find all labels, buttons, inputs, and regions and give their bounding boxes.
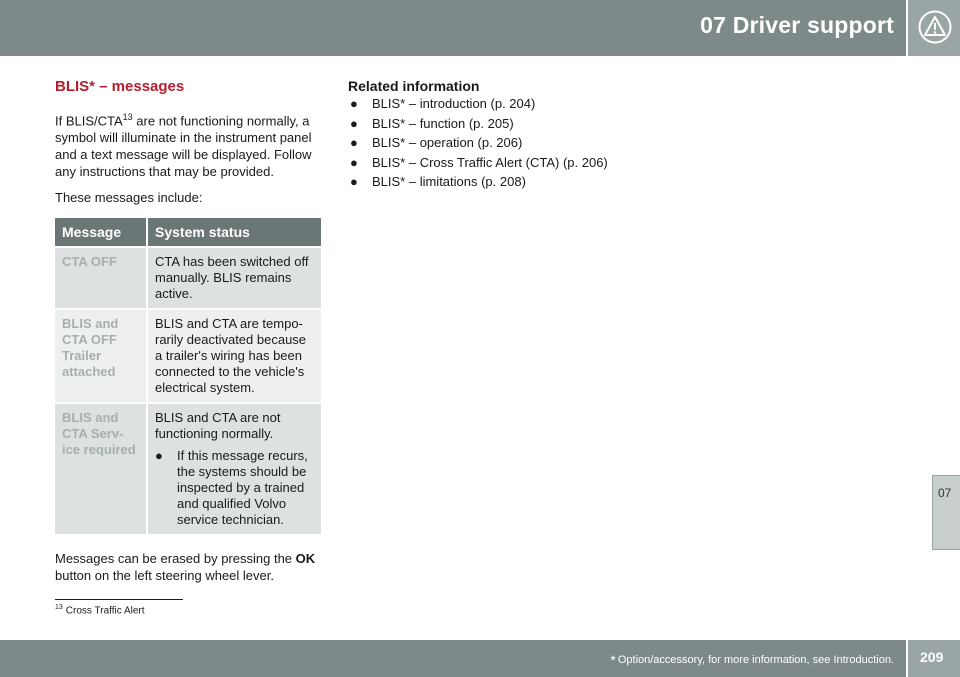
bullet-icon: ● [350, 174, 358, 189]
table-row [55, 404, 321, 534]
column-header-message: Message [55, 218, 148, 246]
chapter-icon-box [906, 0, 960, 56]
intro-text-start: If BLIS/CTA [55, 113, 123, 129]
related-link[interactable] [348, 95, 648, 112]
related-link[interactable] [348, 115, 648, 132]
related-link-text[interactable]: BLIS* – Cross Traffic Alert (CTA) (p. 206) [372, 154, 608, 170]
erase-text-start: Messages can be erased by pressing the [55, 551, 296, 567]
table-row [55, 248, 321, 308]
side-tab-label: 07 [938, 486, 952, 500]
bullet-icon: ● [155, 448, 163, 464]
footnote-divider [55, 599, 183, 600]
ok-button-label: OK [295, 551, 316, 567]
status-text: BLIS and CTA are not functioning normally. [155, 410, 281, 442]
table-header-row [55, 218, 321, 246]
message-cell: BLIS and CTA Serv-ice required [55, 404, 148, 534]
related-link-text[interactable]: BLIS* – limitations (p. 208) [372, 174, 526, 189]
footnote-ref: 13 [122, 112, 133, 122]
message-cell: CTA OFF [55, 248, 148, 308]
intro-paragraph [55, 109, 321, 180]
related-link-text[interactable]: BLIS* – operation (p. 206) [372, 135, 523, 150]
asterisk-icon: * [610, 652, 616, 668]
status-cell: CTA has been switched off manually. BLIS remains active. [148, 248, 321, 308]
page-number-box [906, 640, 960, 677]
chapter-title: 07 Driver support [700, 12, 894, 38]
bullet-icon: ● [350, 115, 358, 131]
bullet-text: If this message recurs, the systems should be inspected by a trained and qualified Volvo service technician. [177, 448, 308, 528]
related-link-text[interactable]: BLIS* – introduction (p. 204) [372, 96, 536, 111]
related-title: Related information [348, 78, 480, 94]
status-bullet [155, 448, 314, 528]
page-footer [0, 640, 960, 677]
erase-paragraph [55, 550, 321, 584]
related-link[interactable] [348, 154, 648, 171]
bullet-icon: ● [350, 154, 358, 170]
footnote-number: 13 [55, 604, 63, 611]
related-link-text[interactable]: BLIS* – function (p. 205) [372, 115, 514, 131]
page-number: 209 [920, 649, 944, 665]
main-column [55, 78, 321, 593]
column-header-status: System status [148, 218, 321, 246]
related-column [348, 78, 648, 193]
section-title: BLIS* – messages [55, 78, 185, 95]
message-cell: BLIS and CTA OFF Trailer attached [55, 310, 148, 402]
bullet-icon: ● [350, 96, 358, 111]
page-header [0, 0, 960, 56]
erase-text-end: button on the left steering wheel lever. [55, 568, 274, 584]
status-cell [148, 404, 321, 534]
bullet-icon: ● [350, 135, 358, 150]
intro-text-end: are not functioning normally, a symbol will illuminate in the instrument panel and a text message will be displayed. Follow any instructions that may be provided. [55, 113, 312, 180]
list-intro: These messages include: [55, 190, 203, 206]
table-row [55, 310, 321, 402]
warning-triangle-icon [917, 9, 953, 45]
footer-note [610, 652, 894, 668]
footnote [55, 604, 145, 616]
related-link[interactable] [348, 134, 648, 151]
footnote-text: Cross Traffic Alert [65, 605, 145, 617]
chapter-side-tab [932, 475, 960, 550]
status-cell: BLIS and CTA are tempo-rarily deactivated because a trailer's wiring has been connected to the vehicle's electrical system. [148, 310, 321, 402]
messages-table [55, 216, 321, 536]
footer-note-text: Option/accessory, for more information, see Introduction. [617, 654, 894, 666]
related-link[interactable] [348, 173, 648, 190]
